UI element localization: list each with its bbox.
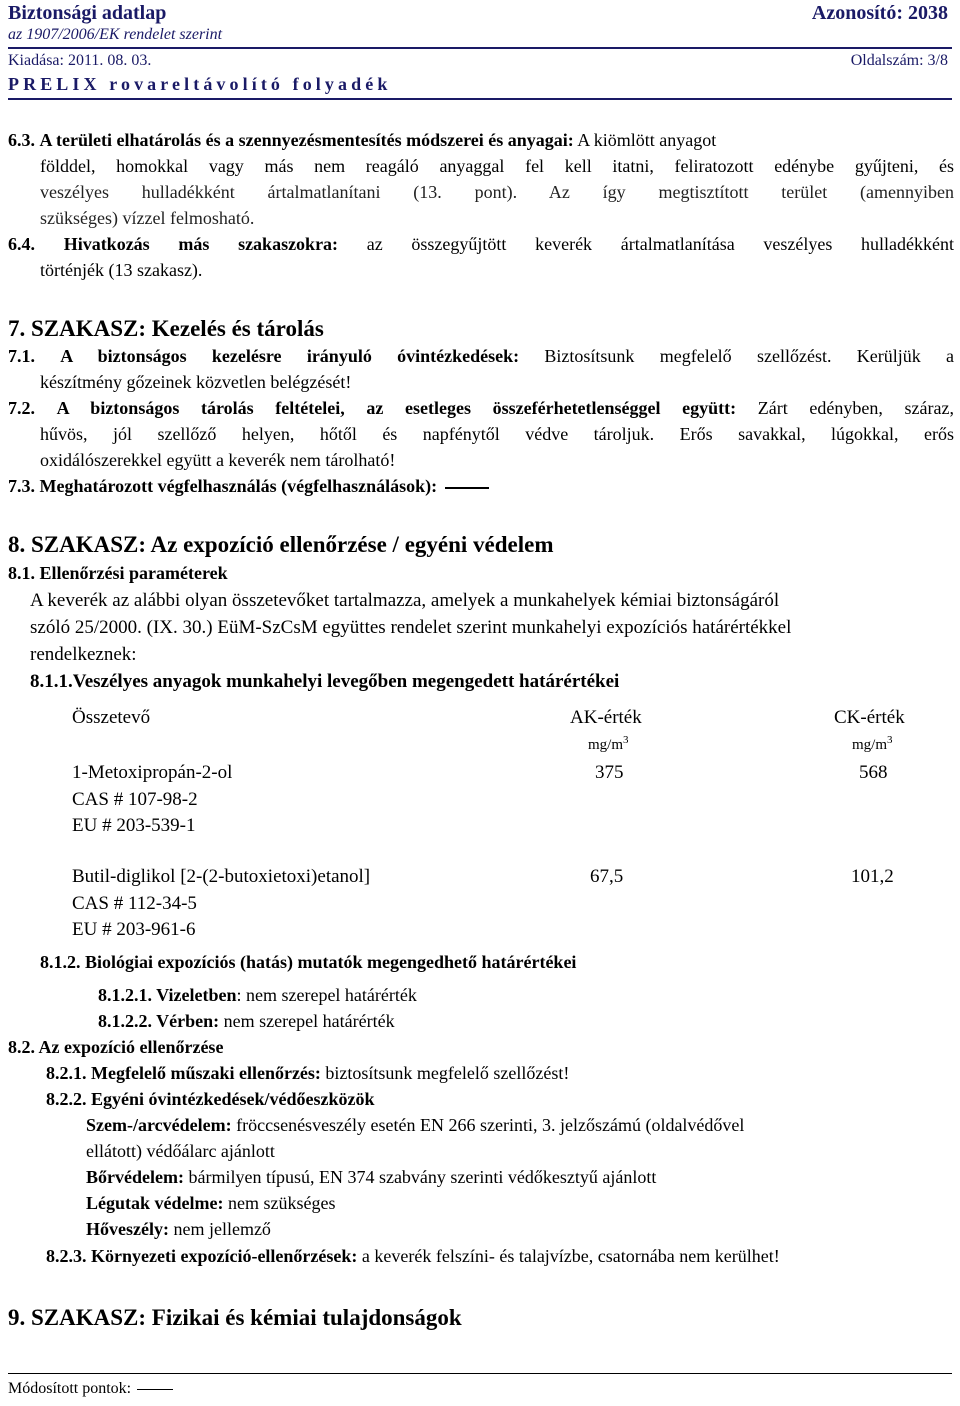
footer-rule bbox=[8, 1373, 952, 1374]
section-6-3-line2: földdel, homokkal vagy más nem reagáló anyaggal fel kell itatni, feliratozott edénybe gyűjteni, és bbox=[40, 156, 954, 176]
section-9-heading: 9. SZAKASZ: Fizikai és kémiai tulajdonságok bbox=[8, 1305, 462, 1330]
section-7-2-line1: 7.2. A biztonságos tárolás feltételei, az esetleges összeférhetetlenséggel együtt: Zárt edényben, száraz, bbox=[8, 398, 954, 418]
issue-date: Kiadása: 2011. 08. 03. bbox=[8, 52, 152, 69]
table-row-1-ck: 568 bbox=[859, 762, 888, 783]
section-6-4-line2: történjék (13 szakasz). bbox=[40, 260, 203, 280]
table-row-2-eu: EU # 203-961-6 bbox=[72, 919, 196, 940]
unit-ck: $mg/m^3$ bbox=[852, 734, 893, 753]
skin-protection: Bőrvédelem: bármilyen típusú, EN 374 szabvány szerinti védőkesztyű ajánlott bbox=[86, 1167, 657, 1187]
section-7-3-line: 7.3. Meghatározott végfelhasználás (végfelhasználások): bbox=[8, 476, 489, 497]
document-title: Biztonsági adatlap bbox=[8, 2, 167, 24]
section-8-1-1-heading: 8.1.1.Veszélyes anyagok munkahelyi levegőben megengedett határértékei bbox=[30, 671, 620, 692]
thermal-hazard: Hőveszély: nem jellemző bbox=[86, 1219, 271, 1239]
table-row-2-ck: 101,2 bbox=[851, 866, 894, 887]
section-8-2-2-heading: 8.2.2. Egyéni óvintézkedések/védőeszközök bbox=[46, 1089, 375, 1109]
col-header-ak: AK-érték bbox=[570, 707, 642, 728]
modified-points: Módosított pontok: bbox=[8, 1380, 173, 1398]
section-8-heading: 8. SZAKASZ: Az expozíció ellenőrzése / egyéni védelem bbox=[8, 532, 554, 557]
table-row-1-eu: EU # 203-539-1 bbox=[72, 815, 196, 836]
empty-value-dash bbox=[445, 487, 489, 489]
respiratory-protection: Légutak védelme: nem szükséges bbox=[86, 1193, 336, 1213]
col-header-ck: CK-érték bbox=[834, 707, 905, 728]
table-row-1-ak: 375 bbox=[595, 762, 624, 783]
empty-value-dash bbox=[137, 1389, 173, 1391]
table-row-2-name: Butil-diglikol [2-(2-butoxietoxi)etanol] bbox=[72, 866, 371, 887]
eye-protection-line1: Szem-/arcvédelem: fröccsenésveszély esetén EN 266 szerinti, 3. jelzőszámú (oldalvédővel bbox=[86, 1115, 745, 1135]
table-row-1-cas: CAS # 107-98-2 bbox=[72, 789, 198, 810]
table-row-2-ak: 67,5 bbox=[590, 866, 624, 887]
section-8-1-para-line1: A keverék az alábbi olyan összetevőket tartalmazza, amelyek a munkahelyek kémiai biztonságáról bbox=[30, 590, 780, 611]
section-8-1-2-2: 8.1.2.2. Vérben: nem szerepel határérték bbox=[98, 1011, 395, 1031]
section-8-2-3: 8.2.3. Környezeti expozíció-ellenőrzések: a keverék felszíni- és talajvízbe, csatornába nem kerülhet! bbox=[46, 1246, 780, 1266]
page-number: Oldalszám: 3/8 bbox=[850, 52, 948, 69]
unit-ak: $mg/m^3$ bbox=[588, 734, 629, 753]
section-6-3-line1: 6.3. A területi elhatárolás és a szennyezésmentesítés módszerei és anyagai: A kiömlött anyagot bbox=[8, 130, 717, 150]
section-7-1-line2: készítmény gőzeinek közvetlen belégzését! bbox=[40, 372, 352, 392]
eye-protection-line2: ellátott) védőálarc ajánlott bbox=[86, 1141, 275, 1161]
section-6-3-line4: szükséges) vízzel felmosható. bbox=[40, 208, 255, 228]
section-7-2-line3: oxidálószerekkel együtt a keverék nem tárolható! bbox=[40, 450, 396, 470]
section-6-4-line1: 6.4. Hivatkozás más szakaszokra: az összegyűjtött keverék ártalmatlanítása veszélyes hulladékként bbox=[8, 234, 954, 254]
section-8-1-para-line3: rendelkeznek: bbox=[30, 644, 137, 665]
section-7-2-line2: hűvös, jól szellőző helyen, hőtől és napfénytől védve tároljuk. Erős savakkal, lúgokkal, erős bbox=[40, 424, 954, 444]
section-7-1-line1: 7.1. A biztonságos kezelésre irányuló óvintézkedések: Biztosítsunk megfelelő szellőzést. Kerüljük a bbox=[8, 346, 955, 366]
section-8-1-2-heading: 8.1.2. Biológiai expozíciós (hatás) mutatók megengedhető határértékei bbox=[40, 952, 577, 972]
table-row-2-cas: CAS # 112-34-5 bbox=[72, 893, 197, 914]
col-header-component: Összetevő bbox=[72, 707, 151, 728]
regulation-note: az 1907/2006/EK rendelet szerint bbox=[8, 26, 223, 43]
section-8-2-1: 8.2.1. Megfelelő műszaki ellenőrzés: biztosítsunk megfelelő szellőzést! bbox=[46, 1063, 570, 1083]
product-name: PRELIX rovareltávolító folyadék bbox=[8, 74, 392, 94]
document-id: Azonosító: 2038 bbox=[811, 2, 948, 24]
section-8-1-2-1: 8.1.2.1. Vizeletben: nem szerepel határérték bbox=[98, 985, 417, 1005]
section-8-1-heading: 8.1. Ellenőrzési paraméterek bbox=[8, 563, 228, 583]
section-7-heading: 7. SZAKASZ: Kezelés és tárolás bbox=[8, 316, 324, 341]
header-rule-bottom bbox=[8, 98, 952, 100]
section-8-1-para-line2: szóló 25/2000. (IX. 30.) EüM-SzCsM együttes rendelet szerint munkahelyi expozíciós határértékkel bbox=[30, 617, 792, 638]
section-6-3-line3: veszélyes hulladékként ártalmatlanítani (13. pont). Az így megtisztított terület (amennyiben bbox=[40, 182, 954, 202]
table-row-1-name: 1-Metoxipropán-2-ol bbox=[72, 762, 233, 783]
section-8-2-heading: 8.2. Az expozíció ellenőrzése bbox=[8, 1037, 224, 1057]
header-rule bbox=[8, 47, 952, 49]
